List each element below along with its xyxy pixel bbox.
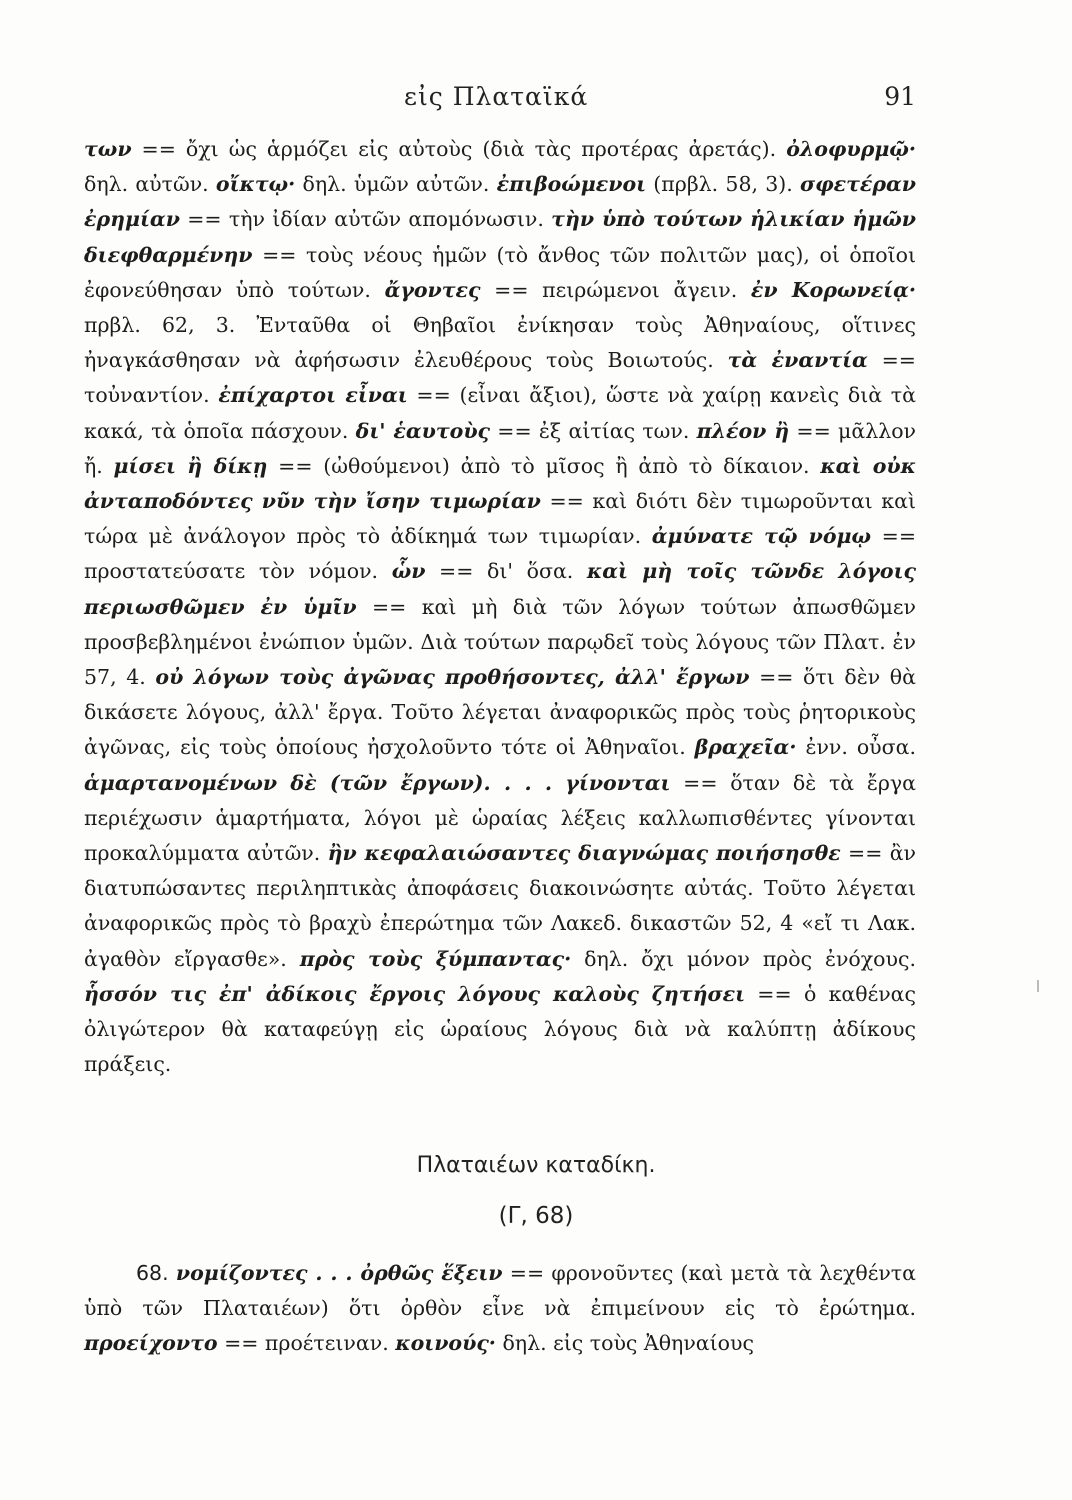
lemma: ἀμύνατε τῷ νόμῳ xyxy=(651,524,872,549)
lemma: των xyxy=(84,137,132,161)
lemma: τὴν ὑπὸ τούτων ἡλικίαν ἡμῶν διεφθαρμένην xyxy=(84,207,916,267)
gloss: δηλ. ὄχι μόνον πρὸς ἐνόχους. xyxy=(571,946,916,971)
lemma: ἧσσόν τις ἐπ' ἀδίκοις ἔργοις λόγους καλοὺς ζητήσει xyxy=(84,981,745,1006)
gloss: == ὄχι ὡς ἁρμόζει εἰς αὐτοὺς (διὰ τὰς προτέρας ἀρετάς). xyxy=(131,137,787,161)
gloss: δηλ. αὐτῶν. xyxy=(84,172,216,197)
gloss: == ὅτι δὲν θὰ δικάσετε λόγους, ἀλλ' ἔργα. Τοῦτο λέγεται ἀναφορικῶς πρὸς τοὺς ῥητορικοὺς ἀγῶνας, εἰς τοὺς ὁποίους ἠσχολοῦντο τότε οἱ Ἀθηναῖοι. xyxy=(84,665,916,760)
lemma: προείχοντο xyxy=(84,1331,218,1356)
running-head-title: εἰς Πλαταϊκά xyxy=(404,82,589,111)
lemma: ἁμαρτανομένων δὲ (τῶν ἔργων). . . . γίνονται xyxy=(84,770,671,795)
gloss: == (εἶναι ἄξιοι), ὥστε νὰ χαίρῃ κανεὶς διὰ τὰ κακά, τὰ ὁποῖα πάσχουν. xyxy=(84,383,916,443)
gloss: == καὶ μὴ διὰ τῶν λόγων τούτων ἀπωσθῶμεν προσβεβλημένοι ἐνώπιον ὑμῶν. Διὰ τούτων παρῳδεῖ τοὺς λόγους τῶν Πλατ. ἐν 57, 4. xyxy=(84,594,916,690)
gloss: == προστατεύσατε τὸν νόμον. xyxy=(84,524,916,584)
lemma: πρὸς τοὺς ξύμπαντας· xyxy=(299,946,572,971)
page-number: 91 xyxy=(884,82,916,111)
gloss: == δι' ὅσα. xyxy=(425,559,587,584)
gloss: == ἐξ αἰτίας των. xyxy=(490,418,697,443)
lemma: μίσει ἢ δίκῃ xyxy=(113,453,268,478)
lemma: ἐπίχαρτοι εἶναι xyxy=(218,383,408,408)
gloss: δηλ. ὑμῶν αὐτῶν. xyxy=(295,172,497,197)
lemma: ἢν κεφαλαιώσαντες διαγνώμας ποιήσησθε xyxy=(327,841,841,866)
running-head xyxy=(0,82,1072,122)
commentary-paragraph xyxy=(84,132,916,1082)
lemma: οὐ λόγων τοὺς ἀγῶνας προθήσοντες, ἀλλ' ἔργων xyxy=(155,665,750,690)
gloss: == (ὠθούμενοι) ἀπὸ τὸ μῖσος ἢ ἀπὸ τὸ δίκαιον. xyxy=(267,453,821,478)
gloss: == ὅταν δὲ τὰ ἔργα περιέχωσιν ἁμαρτήματα, λόγοι μὲ ὡραίας λέξεις καλλωπισθέντες γίνονται προκαλύμματα αὐτῶν. xyxy=(84,770,916,866)
gloss: == ἂν διατυπώσαντες περιληπτικὰς ἀποφάσεις διακοινώσητε αὐτάς. Τοῦτο λέγεται ἀναφορικῶς πρὸς τὸ βραχὺ ἐπερώτημα τῶν Λακεδ. δικαστῶν 52, 4 «εἴ τι Λακ. ἀγαθὸν εἴργασθε». xyxy=(84,841,916,971)
margin-mark xyxy=(1037,980,1039,992)
gloss: == πειρώμενοι ἄγειν. xyxy=(480,277,751,302)
lemma: δι' ἑαυτοὺς xyxy=(355,418,491,443)
gloss: πρβλ. 62, 3. Ἐνταῦθα οἱ Θηβαῖοι ἐνίκησαν τοὺς Ἀθηναίους, οἵτινες ἠναγκάσθησαν νὰ ἀφήσωσιν ἐλευθέρους τοὺς Βοιωτούς. xyxy=(84,313,916,373)
section-68 xyxy=(84,1256,916,1362)
gloss: == μᾶλλον ἤ. xyxy=(84,418,916,478)
lemma: ὀλοφυρμῷ· xyxy=(786,137,916,161)
lemma: κοινούς· xyxy=(395,1331,496,1356)
section-title: Πλαταιέων καταδίκη. xyxy=(416,1153,656,1178)
gloss: == τὴν ἰδίαν αὐτῶν απομόνωσιν. xyxy=(179,207,552,232)
lemma: τὰ ἐναντία xyxy=(727,348,868,373)
lemma: ἄγοντες xyxy=(384,277,481,302)
lemma: καὶ μὴ τοῖς τῶνδε λόγοις περιωσθῶμεν ἐν ὑμῖν xyxy=(84,559,916,619)
gloss: == τοὐναντίον. xyxy=(84,348,916,408)
lemma: καὶ οὐκ ἀνταποδόντες νῦν τὴν ἴσην τιμωρίαν xyxy=(84,453,916,514)
section-68-paragraph xyxy=(84,1256,916,1362)
lemma: οἴκτῳ· xyxy=(215,172,296,197)
lemma: ὧν xyxy=(391,559,426,584)
gloss: (πρβλ. 58, 3). xyxy=(646,172,800,197)
lemma: βραχεῖα· xyxy=(694,735,797,760)
gloss: δηλ. εἰς τοὺς Ἀθηναίους xyxy=(495,1331,754,1356)
gloss: == ὁ καθένας ὀλιγώτερον θὰ καταφεύγῃ εἰς ὡραίους λόγους διὰ νὰ καλύπτῃ ἀδίκους πράξεις. xyxy=(84,981,916,1077)
lemma: νομίζοντες . . . ὀρθῶς ἕξειν xyxy=(175,1261,503,1285)
lemma: ἐπιβοώμενοι xyxy=(496,172,647,197)
commentary-body xyxy=(84,132,916,1082)
lemma: σφετέραν ἐρημίαν xyxy=(84,172,916,232)
gloss: ἐνν. οὖσα. xyxy=(796,735,916,760)
gloss: == φρονοῦντες (καὶ μετὰ τὰ λεχθέντα ὑπὸ τῶν Πλαταιέων) ὅτι ὀρθὸν εἶνε νὰ ἐπιμείνουν εἰς τὸ ἐρώτημα. xyxy=(84,1261,916,1321)
gloss: == προέτειναν. xyxy=(217,1331,396,1356)
section-reference: (Γ, 68) xyxy=(498,1203,574,1229)
lemma: ἐν Κορωνείᾳ· xyxy=(750,277,916,302)
lemma: πλέον ἢ xyxy=(696,418,790,443)
section-number: 68. xyxy=(136,1261,176,1285)
gloss: == καὶ διότι δὲν τιμωροῦνται καὶ τώρα μὲ ἀνάλογον πρὸς τὸ ἀδίκημά των τιμωρίαν. xyxy=(84,489,916,549)
gloss: == τοὺς νέους ἡμῶν (τὸ ἄνθος τῶν πολιτῶν μας), οἱ ὁποῖοι ἐφονεύθησαν ὑπὸ τούτων. xyxy=(84,242,916,302)
